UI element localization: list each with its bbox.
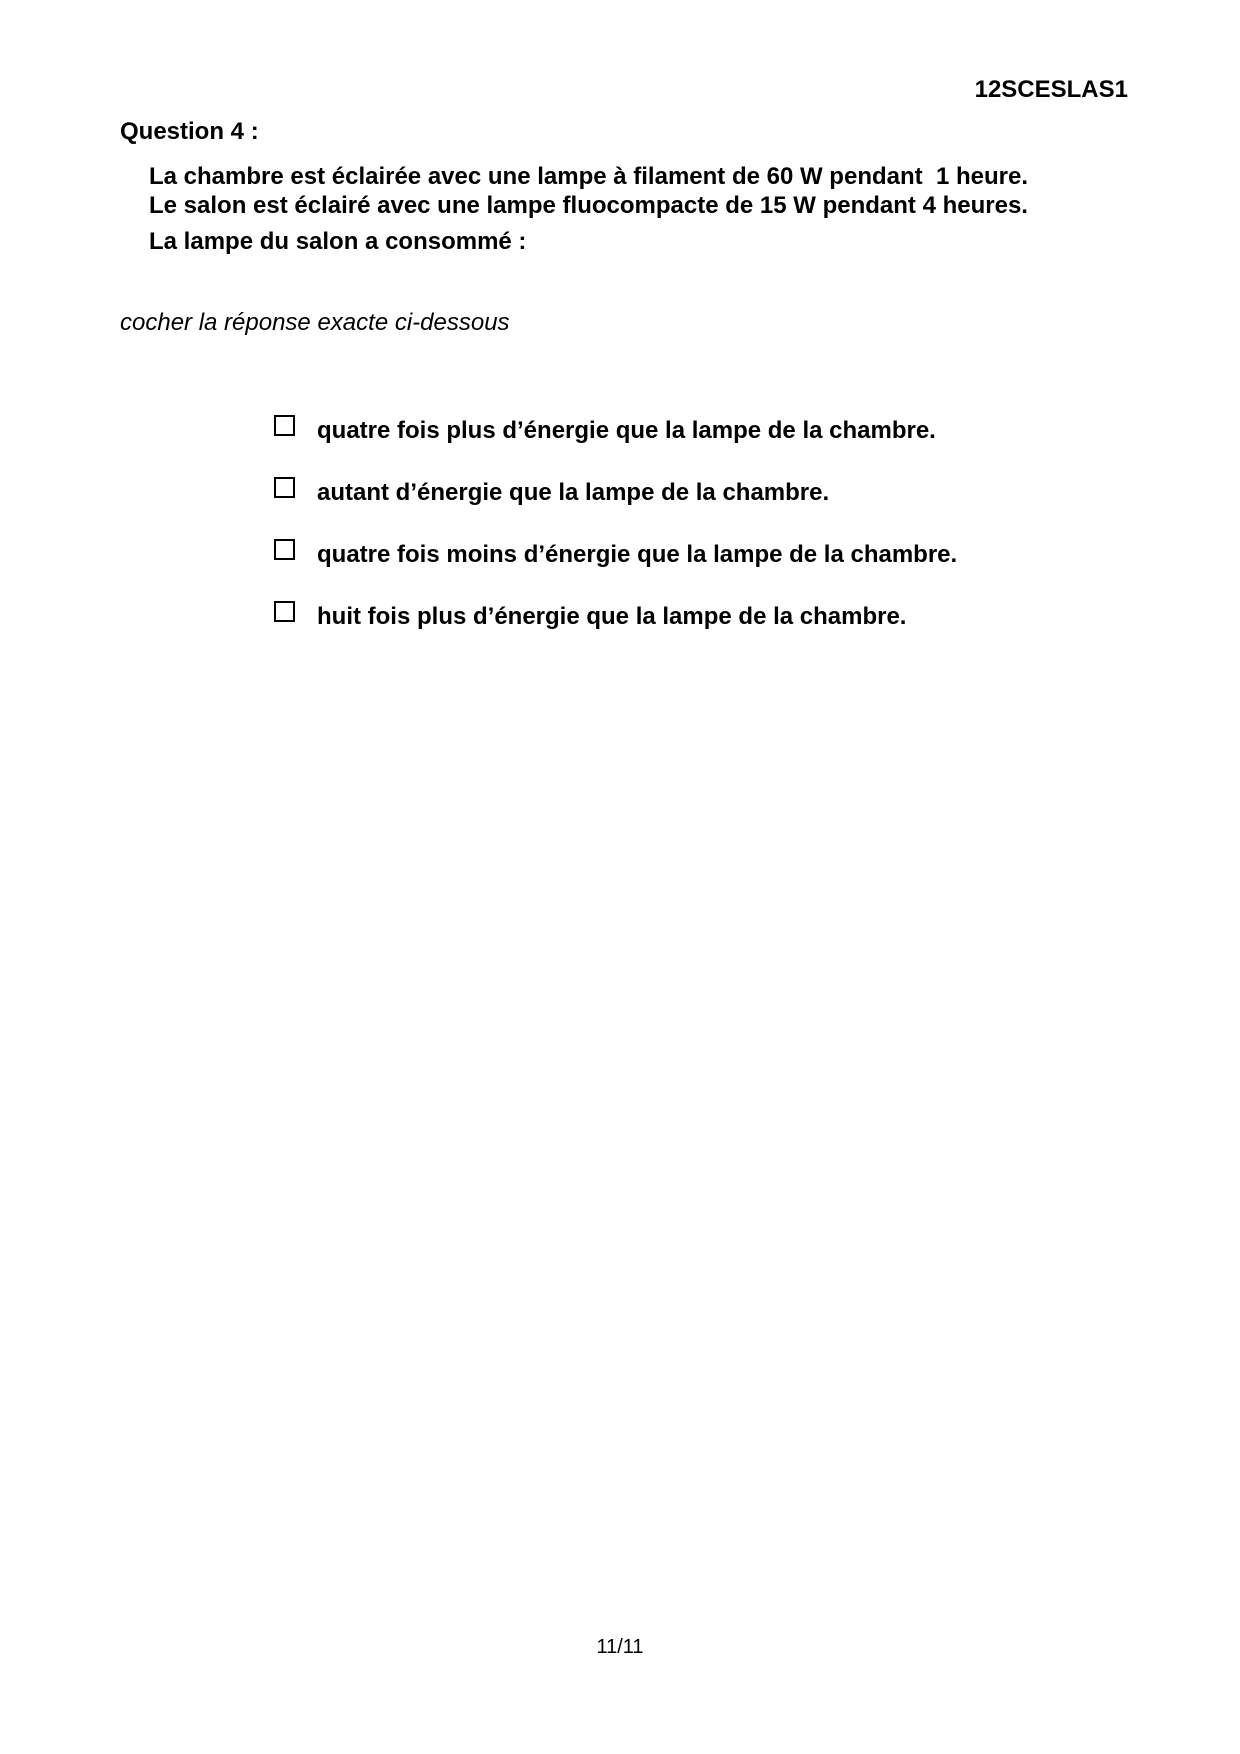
answer-instruction: cocher la réponse exacte ci-dessous	[120, 309, 510, 336]
checkbox-icon[interactable]	[274, 539, 295, 560]
checkbox-icon[interactable]	[274, 477, 295, 498]
answer-option-label: quatre fois plus d’énergie que la lampe de la chambre.	[317, 417, 936, 444]
page-number: 11/11	[596, 1636, 644, 1658]
question-statement-1: La chambre est éclairée avec une lampe à filament de 60 W pendant 1 heure.	[149, 163, 1029, 190]
answer-option-2[interactable]	[274, 477, 1134, 507]
answer-option-1[interactable]	[274, 415, 1134, 445]
question-heading: Question 4 :	[120, 118, 259, 145]
checkbox-icon[interactable]	[274, 601, 295, 622]
answer-option-4[interactable]	[274, 601, 1134, 631]
answer-option-3[interactable]	[274, 539, 1134, 569]
question-statement-2: Le salon est éclairé avec une lampe fluocompacte de 15 W pendant 4 heures.	[149, 192, 1028, 219]
answer-option-label: autant d’énergie que la lampe de la chambre.	[317, 479, 830, 506]
question-prompt: La lampe du salon a consommé :	[149, 228, 527, 255]
checkbox-icon[interactable]	[274, 415, 295, 436]
document-code: 12SCESLAS1	[974, 76, 1128, 103]
answer-option-label: quatre fois moins d’énergie que la lampe de la chambre.	[317, 541, 958, 568]
answer-option-label: huit fois plus d’énergie que la lampe de la chambre.	[317, 603, 907, 630]
